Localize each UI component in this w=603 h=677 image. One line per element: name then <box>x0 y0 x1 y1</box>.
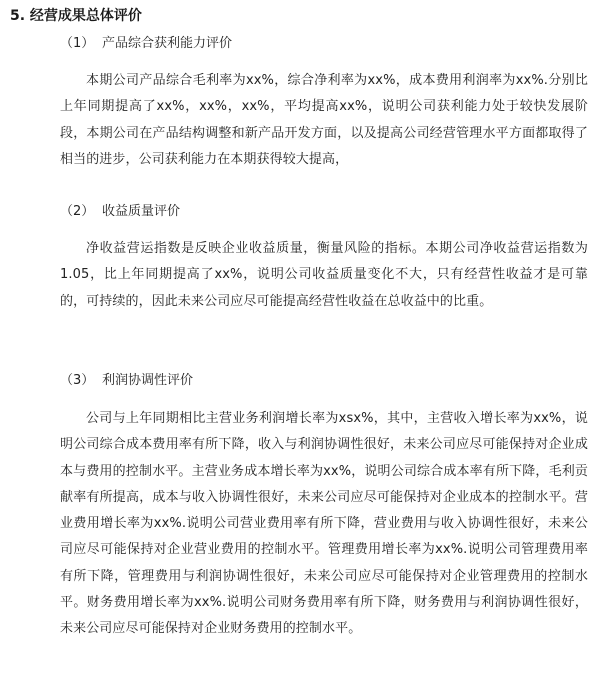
subsection-3-heading <box>60 372 193 390</box>
section-title: 5. 经营成果总体评价 <box>10 8 142 24</box>
subsection-1-title: 产品综合获利能力评价 <box>102 36 233 51</box>
subsection-2-title: 收益质量评价 <box>102 204 181 219</box>
subsection-1-number: （1） <box>60 36 95 51</box>
subsection-2-heading <box>60 203 180 221</box>
subsection-1-heading <box>60 35 232 53</box>
subsection-3-paragraph: 公司与上年同期相比主营业务利润增长率为xsx%，其中，主营收入增长率为xx%，说明公司综合成本费用率有所下降，收入与利润协调性很好，未来公司应尽可能保持对企业成本与费用的控制水平。主营业务成本增长率为xx%，说明公司综合成本率有所下降，毛利贡献率有所提高，成本与收入协调性很好，未来公司应尽可能保持对企业成本的控制水平。营业费用增长率为xx%.说明公司营业费用率有所下降，营业费用与收入协调性很好，未来公司应尽可能保持对企业营业费用的控制水平。管理费用增长率为xx%.说明公司管理费用率有所下降，管理费用与利润协调性很好，未来公司应尽可能保持对企业管理费用的控制水平。财务费用增长率为xx%.说明公司财务费用率有所下降，财务费用与利润协调性很好，未来公司应尽可能保持对企业财务费用的控制水平。 <box>60 411 588 637</box>
subsection-1-paragraph: 本期公司产品综合毛利率为xx%，综合净利率为xx%，成本费用利润率为xx%.分别比上年同期提高了xx%，xx%，xx%，平均提高xx%，说明公司获利能力处于较快发展阶段，本期公司在产品结构调整和新产品开发方面，以及提高公司经营管理水平方面都取得了相当的进步，公司获利能力在本期获得较大提高， <box>60 73 588 167</box>
subsection-3-number: （3） <box>60 373 95 388</box>
subsection-3-title: 利润协调性评价 <box>102 373 194 388</box>
subsection-2-paragraph: 净收益营运指数是反映企业收益质量，衡量风险的指标。本期公司净收益营运指数为1.05，比上年同期提高了xx%，说明公司收益质量变化不大，只有经营性收益才是可靠的，可持续的，因此未来公司应尽可能提高经营性收益在总收益中的比重。 <box>60 241 588 309</box>
subsection-2-number: （2） <box>60 204 95 219</box>
